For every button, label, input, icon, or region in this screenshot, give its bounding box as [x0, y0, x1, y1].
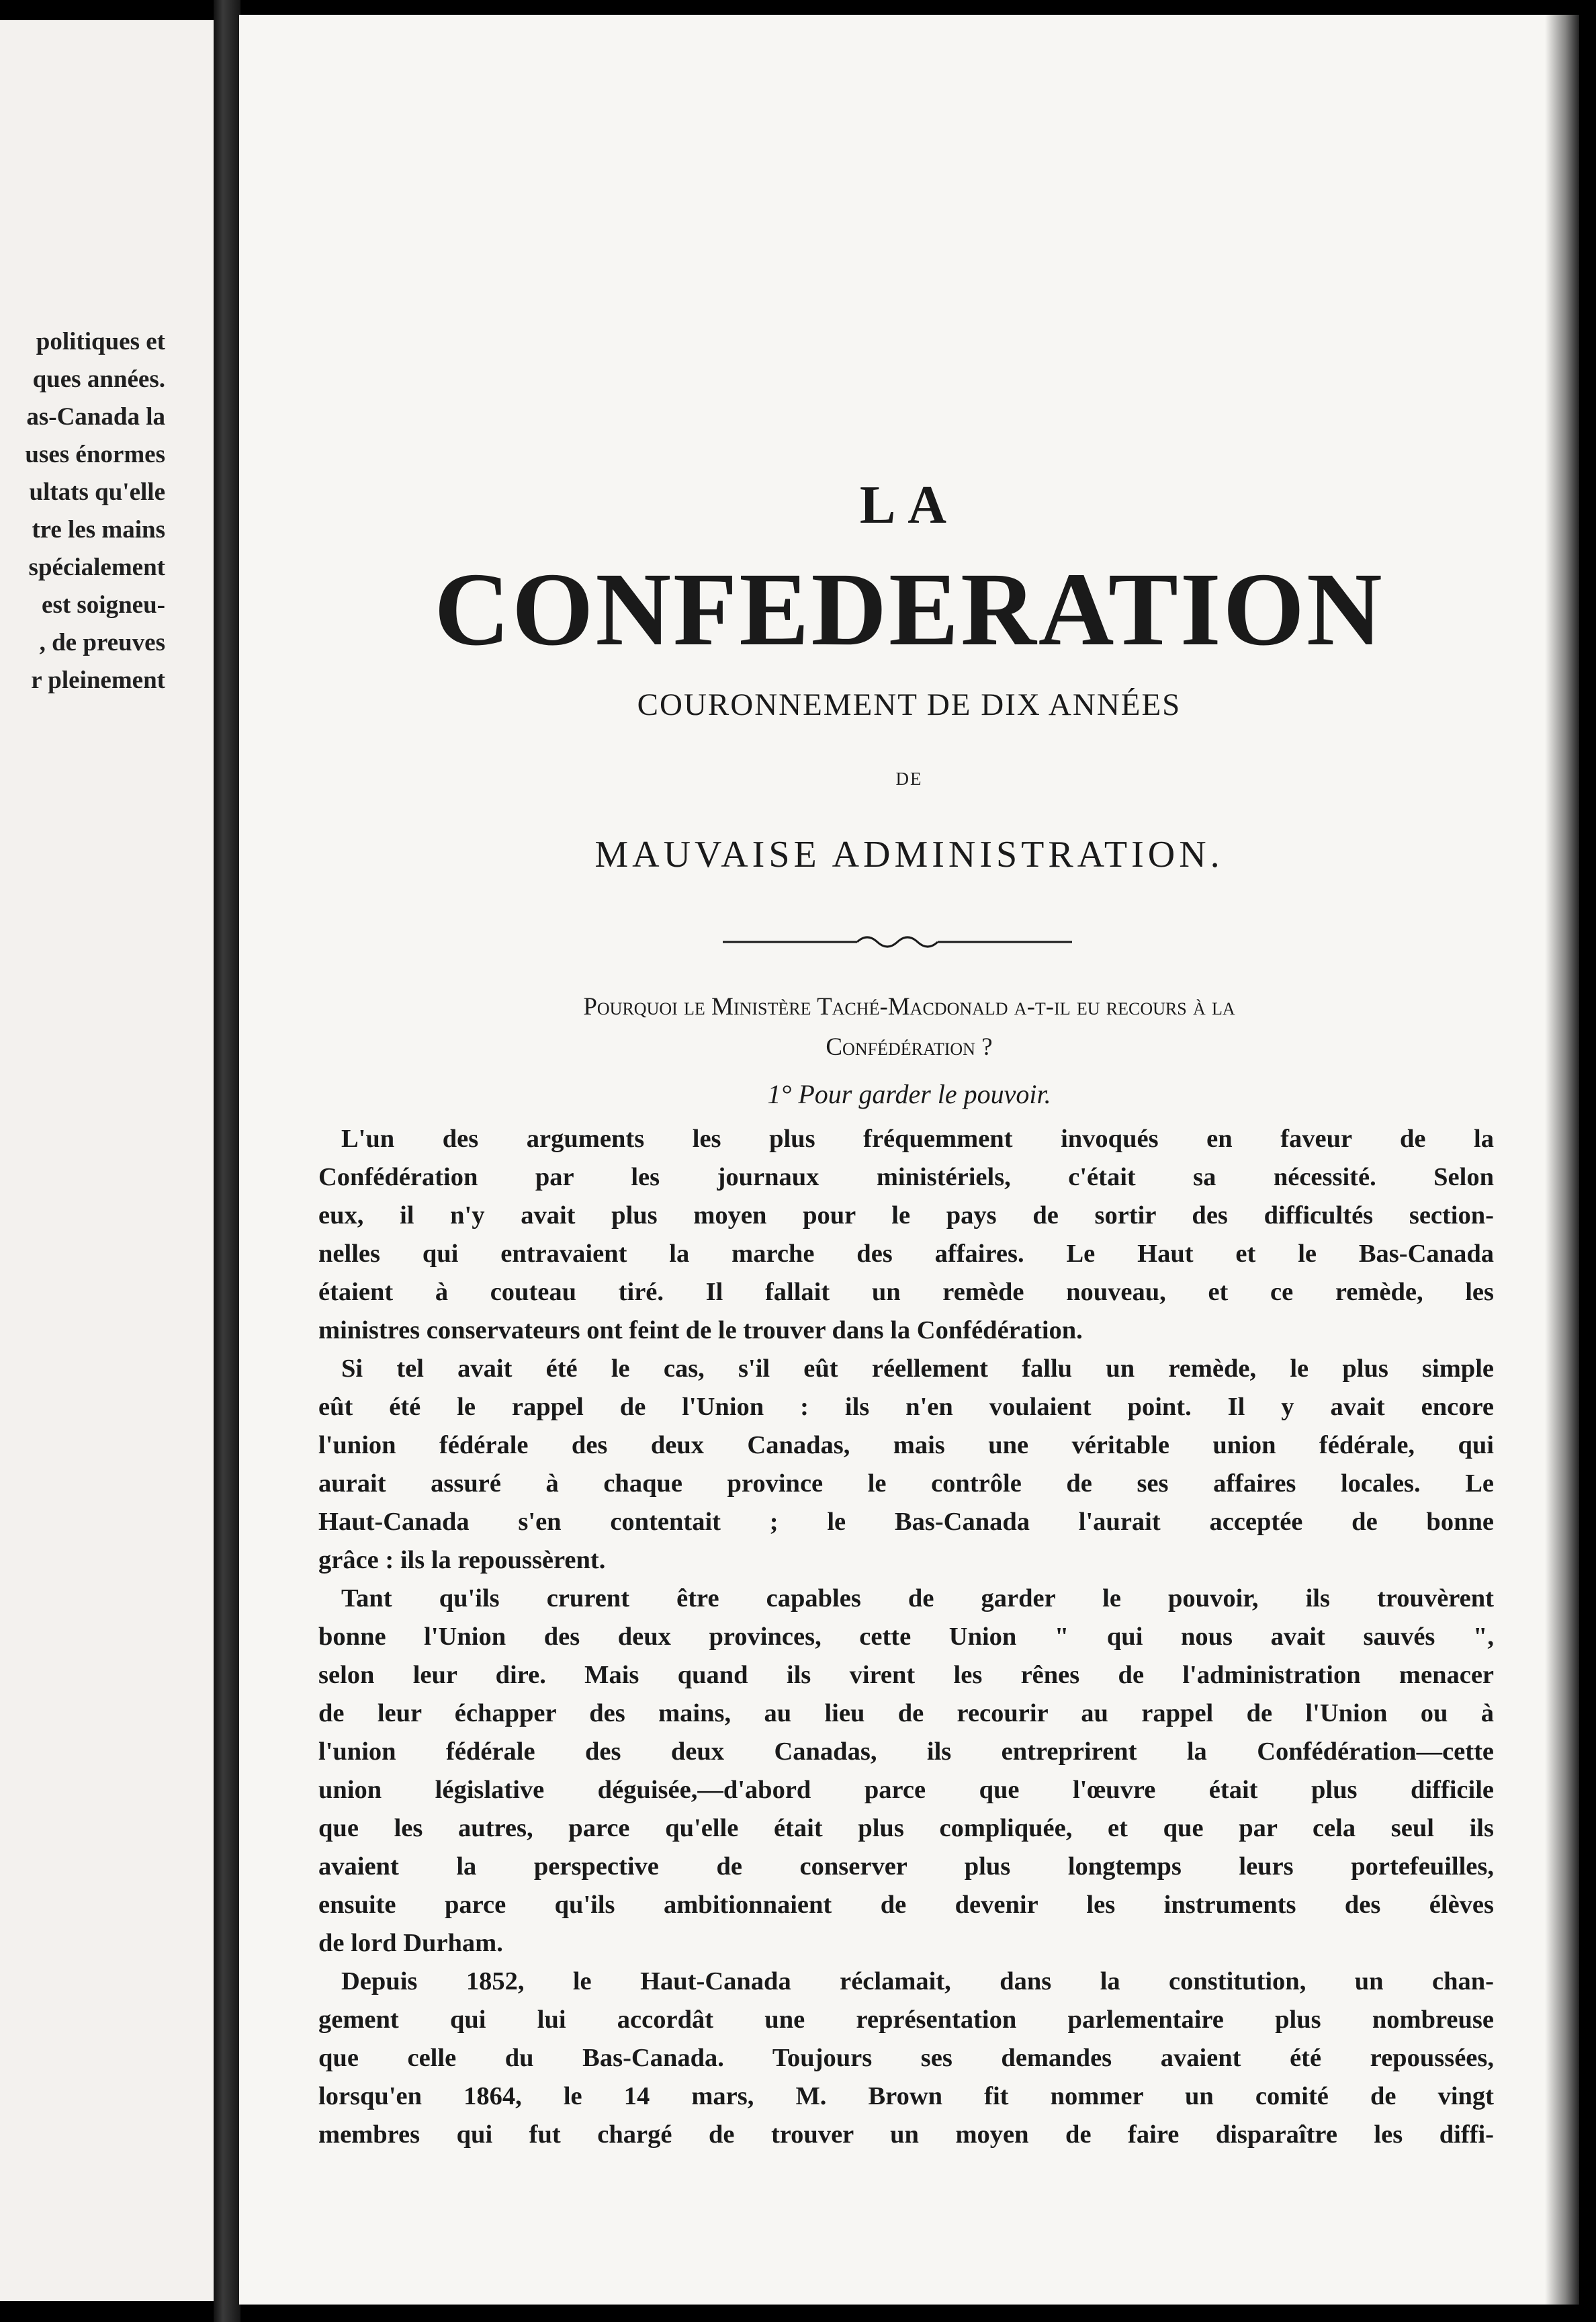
text-line: Depuis 1852, le Haut-Canada réclamait, dans la constitution, un chan-: [341, 1967, 1494, 1995]
text-line: l'union fédérale des deux Canadas, ils entreprirent la Confédération—cette: [318, 1737, 1494, 1766]
main-page: [239, 15, 1579, 2305]
book-gutter: [214, 0, 240, 2322]
left-page-line: r pleinement: [31, 666, 165, 694]
left-page-line: spécialement: [28, 554, 165, 581]
text-line: eux, il n'y avait plus moyen pour le pays de sortir des difficultés section-: [318, 1201, 1494, 1230]
ornament-divider: [696, 929, 1099, 955]
text-line: Confédération par les journaux ministériels, c'était sa nécessité. Selon: [318, 1163, 1494, 1191]
title-small: LA: [859, 476, 959, 535]
text-line: que celle du Bas-Canada. Toujours ses demandes avaient été repoussées,: [318, 2044, 1494, 2072]
left-page-line: , de preuves: [39, 629, 165, 656]
left-facing-page: [0, 20, 214, 2301]
left-page-line: as-Canada la: [26, 403, 165, 431]
text-line: ensuite parce qu'ils ambitionnaient de devenir les instruments des élèves: [318, 1891, 1494, 1919]
left-page-line: est soigneu-: [42, 591, 165, 619]
subtitle-line-1: COURONNEMENT DE DIX ANNÉES: [637, 687, 1182, 722]
left-page-line: ques années.: [32, 366, 165, 393]
left-page-line: ultats qu'elle: [29, 478, 165, 506]
body-text: [318, 1120, 1494, 2154]
text-line: union législative déguisée,—d'abord parce que l'œuvre était plus difficile: [318, 1776, 1494, 1804]
subtitle-line-2: MAUVAISE ADMINISTRATION.: [594, 834, 1224, 875]
text-line: ministres conservateurs ont feint de le trouver dans la Confédération.: [318, 1316, 1083, 1344]
page-edge-shadow: [1545, 15, 1579, 2305]
text-line: que les autres, parce qu'elle était plus compliquée, et que par cela seul ils: [318, 1814, 1494, 1842]
left-page-line: politiques et: [36, 328, 165, 355]
text-line: de lord Durham.: [318, 1929, 503, 1957]
text-line: eût été le rappel de l'Union : ils n'en voulaient point. Il y avait encore: [318, 1393, 1494, 1421]
text-line: Tant qu'ils crurent être capables de garder le pouvoir, ils trouvèrent: [341, 1584, 1494, 1612]
text-line: grâce : ils la repoussèrent.: [318, 1546, 606, 1574]
left-page-line: uses énormes: [25, 441, 165, 468]
text-line: aurait assuré à chaque province le contrôle de ses affaires locales. Le: [318, 1469, 1494, 1498]
text-line: gement qui lui accordât une représentation parlementaire plus nombreuse: [318, 2006, 1494, 2034]
text-line: Si tel avait été le cas, s'il eût réellement fallu un remède, le plus simple: [341, 1354, 1494, 1383]
section-heading-line-1: Pourquoi le Ministère Taché-Macdonald a-t-il eu recours à la: [583, 993, 1235, 1021]
text-line: membres qui fut chargé de trouver un moyen de faire disparaître les diffi-: [318, 2120, 1494, 2149]
page-title: CONFEDERATION: [434, 551, 1384, 667]
subtitle-de: DE: [895, 769, 923, 789]
text-line: l'union fédérale des deux Canadas, mais une véritable union fédérale, qui: [318, 1431, 1494, 1459]
text-line: de leur échapper des mains, au lieu de recourir au rappel de l'Union ou à: [318, 1699, 1494, 1727]
section-heading-line-2: Confédération ?: [826, 1033, 993, 1061]
subheading: 1° Pour garder le pouvoir.: [767, 1079, 1051, 1109]
text-line: avaient la perspective de conserver plus longtemps leurs portefeuilles,: [318, 1852, 1494, 1881]
text-line: L'un des arguments les plus fréquemment invoqués en faveur de la: [341, 1125, 1494, 1153]
text-line: Haut-Canada s'en contentait ; le Bas-Canada l'aurait acceptée de bonne: [318, 1508, 1494, 1536]
text-line: étaient à couteau tiré. Il fallait un remède nouveau, et ce remède, les: [318, 1278, 1494, 1306]
text-line: lorsqu'en 1864, le 14 mars, M. Brown fit nommer un comité de vingt: [318, 2082, 1494, 2110]
text-line: nelles qui entravaient la marche des affaires. Le Haut et le Bas-Canada: [318, 1240, 1494, 1268]
text-line: selon leur dire. Mais quand ils virent les rênes de l'administration menacer: [318, 1661, 1494, 1689]
text-line: bonne l'Union des deux provinces, cette Union " qui nous avait sauvés ",: [318, 1623, 1494, 1651]
left-page-line: tre les mains: [32, 516, 165, 544]
